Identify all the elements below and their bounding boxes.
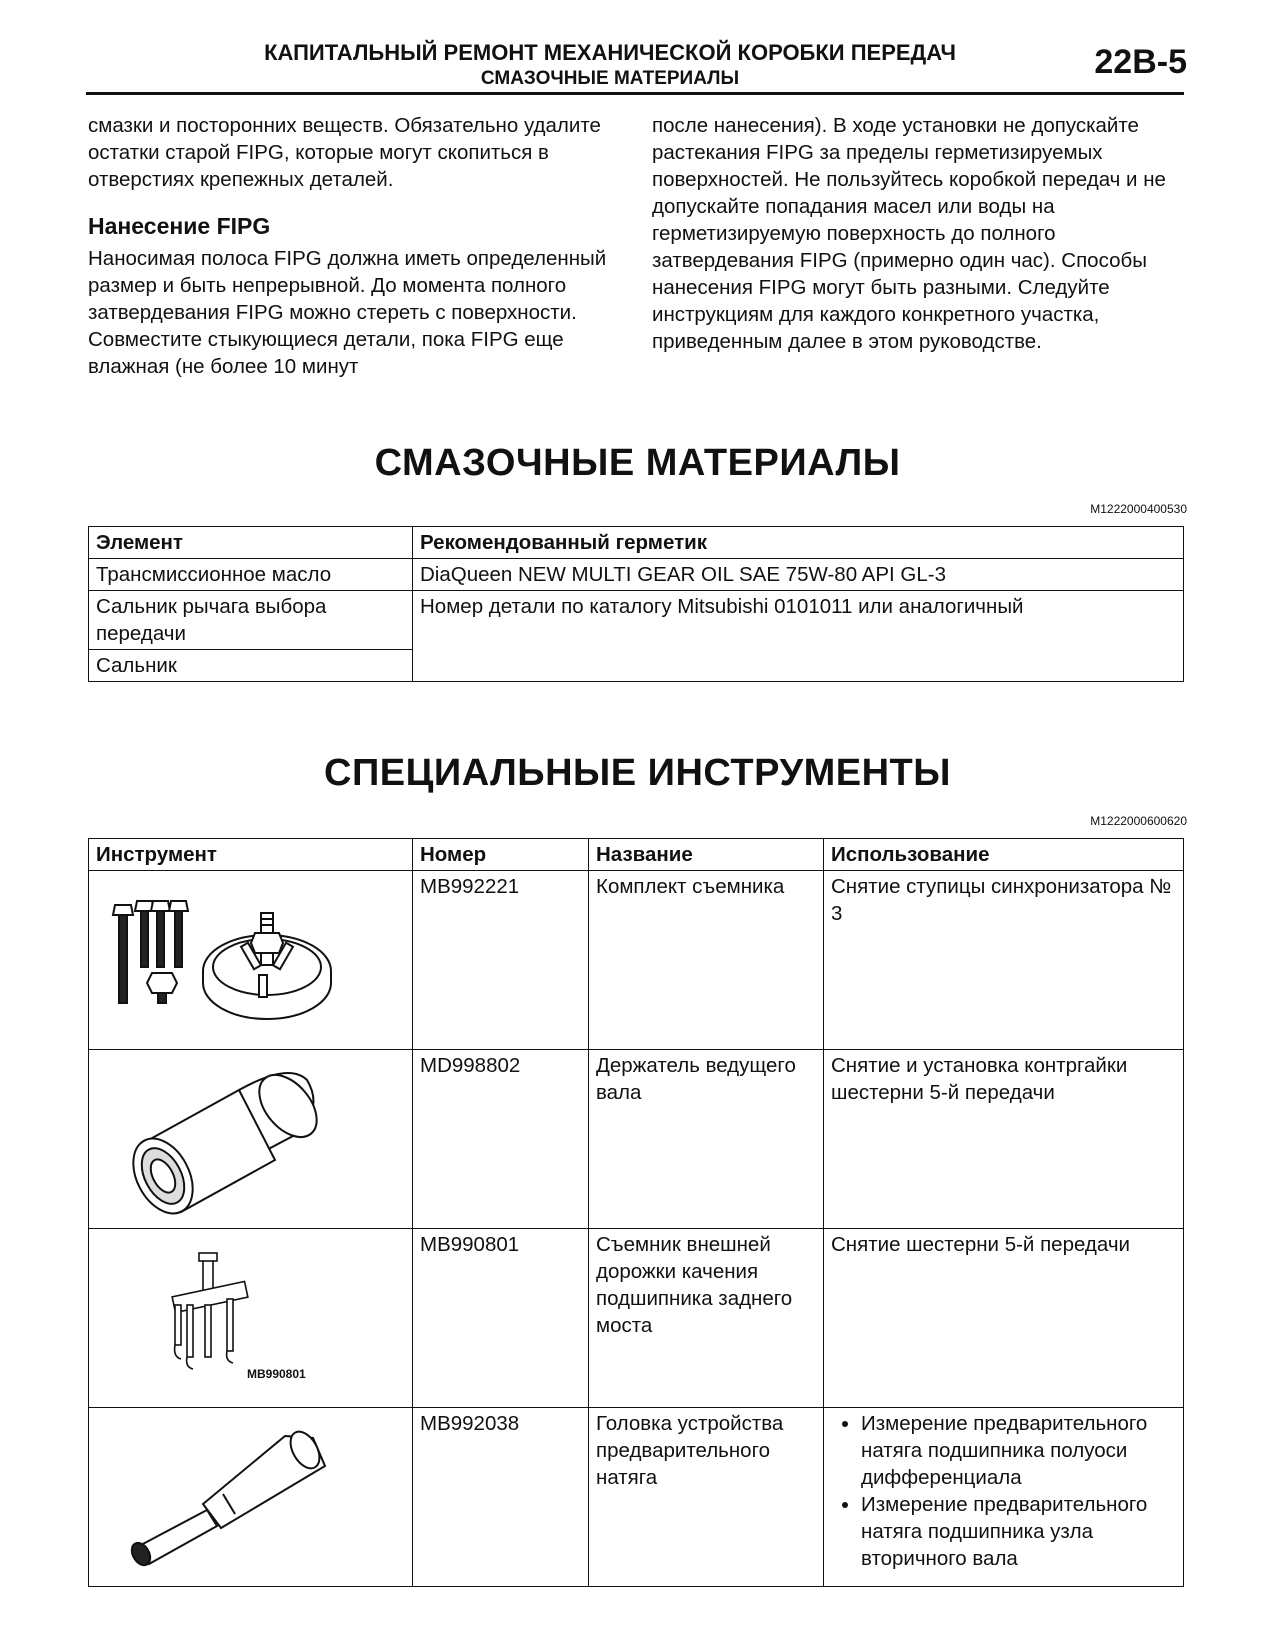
tool-image-cell xyxy=(89,871,413,1050)
element-cell: Трансмиссионное масло xyxy=(89,559,413,591)
fipg-heading: Нанесение FIPG xyxy=(88,213,271,239)
preload-socket-drawing xyxy=(89,1408,409,1579)
usage-list xyxy=(831,1410,1176,1572)
name-cell: Съемник внешней дорожки качения подшипника заднего моста xyxy=(589,1229,824,1408)
tools-title: СПЕЦИАЛЬНЫЕ ИНСТРУМЕНТЫ xyxy=(324,752,951,794)
header-tool: Инструмент xyxy=(89,839,413,871)
list-item: • Измерение предварительного натяга подшипника полуоси дифференциала xyxy=(861,1410,1176,1491)
sealant-cell: Номер детали по каталогу Mitsubishi 0101011 или аналогичный xyxy=(413,591,1184,682)
intro-paragraph-2: Наносимая полоса FIPG должна иметь определенный размер и быть непрерывной. До момента полного затвердевания FIPG можно стереть с поверхности. Совместите стыкующиеся детали, пока FIPG еще влажная (не более 10 минут xyxy=(88,247,607,378)
usage-cell: Снятие и установка контргайки шестерни 5-й передачи xyxy=(824,1050,1184,1229)
header-title: КАПИТАЛЬНЫЙ РЕМОНТ МЕХАНИЧЕСКОЙ КОРОБКИ ПЕРЕДАЧ xyxy=(264,40,956,65)
lubricants-code: M1222000400530 xyxy=(1090,502,1187,516)
intro-paragraph-1: смазки и посторонних веществ. Обязательно удалите остатки старой FIPG, которые могут скопиться в отверстиях крепежных деталей. xyxy=(88,114,601,191)
table-row xyxy=(89,559,1184,591)
intro-left-column xyxy=(88,112,628,380)
element-cell: Сальник рычага выбора передачи xyxy=(89,591,413,650)
puller-set-drawing xyxy=(89,871,409,1042)
header-subtitle: СМАЗОЧНЫЕ МАТЕРИАЛЫ xyxy=(480,68,740,89)
number-cell: MB990801 xyxy=(413,1229,589,1408)
header-usage: Использование xyxy=(824,839,1184,871)
usage-cell xyxy=(824,1408,1184,1587)
name-cell: Держатель ведущего вала xyxy=(589,1050,824,1229)
intro-paragraph-3: после нанесения). В ходе установки не допускайте растекания FIPG за пределы герметизируемых поверхностей. Не пользуйтесь коробкой передач и не допускайте попадания масел или воды на герметизируемую поверхность до полного затвердевания FIPG (примерно один час). Способы нанесения FIPG могут быть разными. Следуйте инструкциям для каждого конкретного участка, приведенным далее в этом руководстве. xyxy=(652,114,1166,353)
shaft-holder-drawing xyxy=(89,1050,409,1221)
header-element: Элемент xyxy=(89,527,413,559)
name-cell: Комплект съемника xyxy=(589,871,824,1050)
tools-table xyxy=(88,838,1184,1587)
table-row xyxy=(89,871,1184,1050)
table-row xyxy=(89,1408,1184,1587)
table-header-row xyxy=(89,527,1184,559)
usage-cell: Снятие шестерни 5-й передачи xyxy=(824,1229,1184,1408)
number-cell: MD998802 xyxy=(413,1050,589,1229)
tool-caption: MB990801 xyxy=(247,1367,306,1381)
number-cell: MB992038 xyxy=(413,1408,589,1587)
usage-cell: Снятие ступицы синхронизатора № 3 xyxy=(824,871,1184,1050)
tools-code: M1222000600620 xyxy=(1090,814,1187,828)
table-row xyxy=(89,1229,1184,1408)
header-sealant: Рекомендованный герметик xyxy=(413,527,1184,559)
header-number: Номер xyxy=(413,839,589,871)
number-cell: MB992221 xyxy=(413,871,589,1050)
tool-image-cell xyxy=(89,1050,413,1229)
tool-image-cell xyxy=(89,1229,413,1408)
table-row xyxy=(89,591,1184,650)
table-header-row xyxy=(89,839,1184,871)
lubricants-table xyxy=(88,526,1184,682)
intro-right-column xyxy=(652,112,1192,355)
tool-image-cell xyxy=(89,1408,413,1587)
sealant-cell: DiaQueen NEW MULTI GEAR OIL SAE 75W-80 API GL-3 xyxy=(413,559,1184,591)
lubricants-title: СМАЗОЧНЫЕ МАТЕРИАЛЫ xyxy=(374,442,901,484)
name-cell: Головка устройства предварительного натяга xyxy=(589,1408,824,1587)
page-number: 22B-5 xyxy=(1094,43,1187,81)
table-row xyxy=(89,1050,1184,1229)
element-cell: Сальник xyxy=(89,650,413,682)
header-rule xyxy=(86,92,1184,95)
list-item: • Измерение предварительного натяга подшипника узла вторичного вала xyxy=(861,1491,1176,1572)
header-name: Название xyxy=(589,839,824,871)
